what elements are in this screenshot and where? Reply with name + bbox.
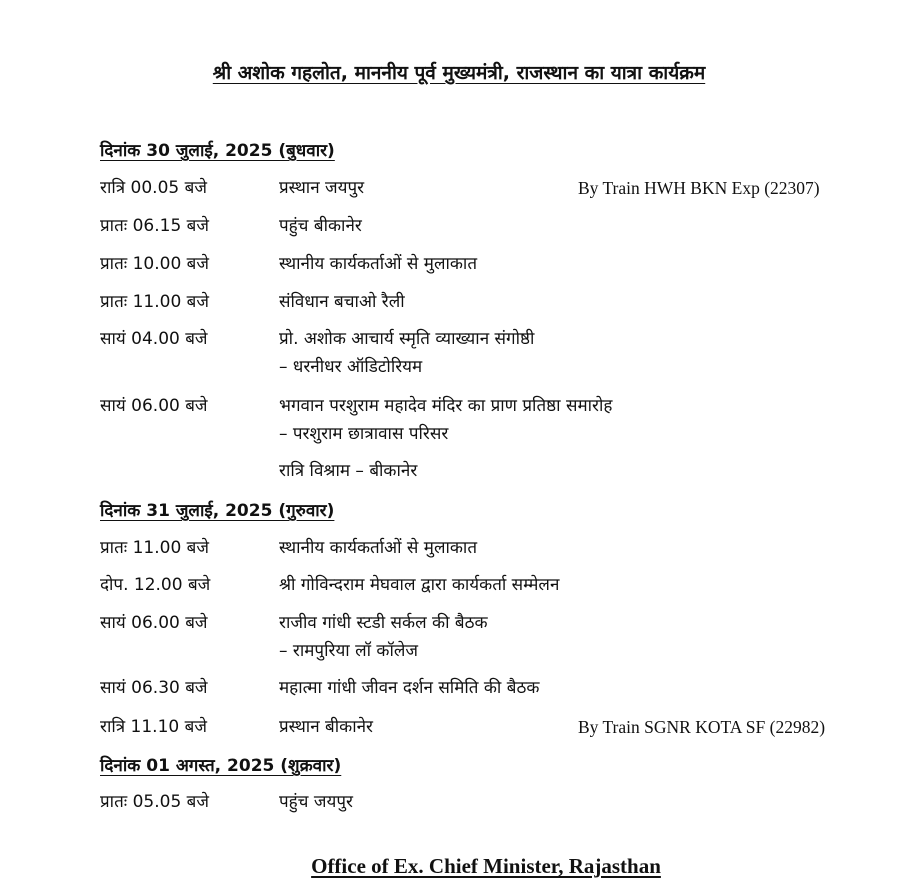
event-time: प्रातः 10.00 बजे [100,254,209,274]
event-description: पहुंच बीकानेर [279,216,362,236]
event-time: रात्रि 11.10 बजे [100,717,207,737]
event-time: प्रातः 11.00 बजे [100,292,209,312]
event-time: दोप. 12.00 बजे [100,575,211,595]
event-description [279,325,534,381]
event-description: रात्रि विश्राम – बीकानेर [279,461,418,481]
day-heading-01-august: दिनांक 01 अगस्त, 2025 (शुक्रवार) [100,756,342,776]
event-description [279,609,488,665]
event-time: प्रातः 11.00 बजे [100,538,209,558]
event-time: रात्रि 00.05 बजे [100,178,207,198]
event-venue: – धरनीधर ऑडिटोरियम [279,357,423,377]
event-description: प्रस्थान जयपुर [279,178,365,198]
event-time: प्रातः 06.15 बजे [100,216,209,236]
event-description: प्रस्थान बीकानेर [279,717,374,737]
train-details: By Train HWH BKN Exp (22307) [578,178,820,198]
event-description: स्थानीय कार्यकर्ताओं से मुलाकात [279,538,478,558]
event-venue: – परशुराम छात्रावास परिसर [279,424,449,444]
event-description: पहुंच जयपुर [279,792,353,812]
event-description: संविधान बचाओ रैली [279,292,405,312]
event-time: सायं 06.30 बजे [100,678,208,698]
event-title: भगवान परशुराम महादेव मंदिर का प्राण प्रतिष्ठा समारोह [279,396,613,416]
event-title: प्रो. अशोक आचार्य स्मृति व्याख्यान संगोष्ठी [279,329,535,349]
event-title: राजीव गांधी स्टडी सर्कल की बैठक [279,613,488,633]
event-description: स्थानीय कार्यकर्ताओं से मुलाकात [279,254,478,274]
train-details: By Train SGNR KOTA SF (22982) [578,717,826,737]
event-venue: – रामपुरिया लॉ कॉलेज [279,641,419,661]
day-heading-30-july: दिनांक 30 जुलाई, 2025 (बुधवार) [100,141,335,161]
event-description: श्री गोविन्दराम मेघवाल द्वारा कार्यकर्ता सम्मेलन [279,575,560,595]
event-time: सायं 04.00 बजे [100,329,208,349]
event-description [279,392,612,448]
office-footer: Office of Ex. Chief Minister, Rajasthan [311,854,661,878]
event-time: सायं 06.00 बजे [100,613,208,633]
event-time: प्रातः 05.05 बजे [100,792,209,812]
event-time: सायं 06.00 बजे [100,396,208,416]
document-title: श्री अशोक गहलोत, माननीय पूर्व मुख्यमंत्री, राजस्थान का यात्रा कार्यक्रम [212,62,706,84]
event-description: महात्मा गांधी जीवन दर्शन समिति की बैठक [279,678,540,698]
day-heading-31-july: दिनांक 31 जुलाई, 2025 (गुरुवार) [100,501,335,521]
